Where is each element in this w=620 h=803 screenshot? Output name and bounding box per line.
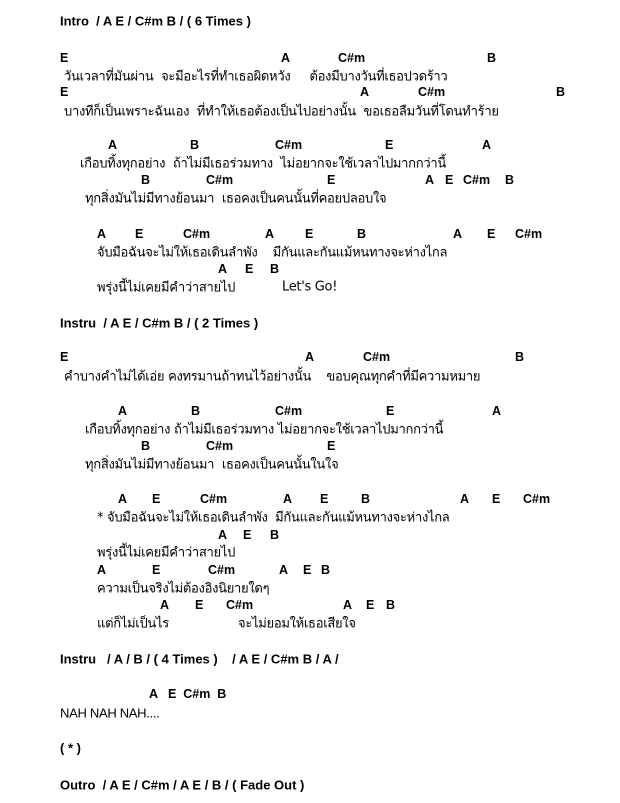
chord: E bbox=[152, 563, 161, 577]
lyric-line: วันเวลาที่มันผ่าน จะมีอะไรที่ทำเธอผิดหวัง ต้องมีบางวันที่เธอปวดร้าว bbox=[64, 69, 448, 85]
chord: A bbox=[492, 404, 502, 418]
chord: E bbox=[327, 173, 336, 187]
chord: B bbox=[386, 598, 396, 612]
chord: C#m bbox=[463, 173, 491, 187]
lyric-line: คำบางคำไม่ได้เอ่ย คงทรมานถ้าทนไว้อย่างนั้น ขอบคุณทุกคำที่มีความหมาย bbox=[64, 369, 481, 385]
lyric-line: Let's Go! bbox=[282, 279, 338, 295]
chord: A bbox=[118, 404, 128, 418]
chord: E bbox=[327, 439, 336, 453]
chord: E bbox=[305, 227, 314, 241]
lyric-line: ทุกสิ่งมันไม่มีทางย้อนมา เธอคงเป็นคนนั้นที่คอยปลอบใจ bbox=[85, 191, 387, 207]
chord: A bbox=[453, 227, 463, 241]
chord: C#m bbox=[183, 227, 211, 241]
chord: E bbox=[243, 528, 252, 542]
chord: E bbox=[60, 51, 69, 65]
chord: B bbox=[141, 439, 151, 453]
chord: E bbox=[386, 404, 395, 418]
lyric-line: บางทีก็เป็นเพราะฉันเอง ที่ทำให้เธอต้องเป็นไปอย่างนั้น ขอเธอลืมวันที่โดนทำร้าย bbox=[64, 104, 499, 120]
lyric-line: ความเป็นจริงไม่ต้องอิงนิยายใดๆ bbox=[97, 581, 270, 597]
chord: A bbox=[160, 598, 170, 612]
chord: B bbox=[361, 492, 371, 506]
chord: C#m bbox=[206, 173, 234, 187]
chord: E bbox=[492, 492, 501, 506]
chord: A bbox=[118, 492, 128, 506]
chord: A bbox=[279, 563, 289, 577]
chord: C#m bbox=[275, 404, 303, 418]
chord: C#m bbox=[226, 598, 254, 612]
chord: B bbox=[191, 404, 201, 418]
chord: C#m bbox=[208, 563, 236, 577]
chord: C#m bbox=[206, 439, 234, 453]
chord: B bbox=[556, 85, 566, 99]
lyric-line: * จับมือฉันจะไม่ให้เธอเดินลำพัง มีกันและกันแม้หนทางจะห่างไกล bbox=[97, 510, 450, 526]
chord: B bbox=[270, 528, 280, 542]
chord: A bbox=[360, 85, 370, 99]
chord: A bbox=[265, 227, 275, 241]
repeat-marker: ( * ) bbox=[60, 740, 81, 756]
chord: A bbox=[281, 51, 291, 65]
chord: A bbox=[218, 528, 228, 542]
chord: C#m bbox=[418, 85, 446, 99]
instru-heading: Instru / A / B / ( 4 Times ) / A E / C#m B / A / bbox=[60, 651, 339, 667]
chord: C#m bbox=[200, 492, 228, 506]
chord: C#m bbox=[523, 492, 551, 506]
chord: E bbox=[60, 85, 69, 99]
chord: A bbox=[425, 173, 435, 187]
chord: E bbox=[152, 492, 161, 506]
chord: B bbox=[321, 563, 331, 577]
chord: C#m bbox=[275, 138, 303, 152]
lyric-line: พรุ่งนี้ไม่เคยมีคำว่าสายไป bbox=[97, 280, 236, 296]
chord: E bbox=[60, 350, 69, 364]
chord: C#m bbox=[338, 51, 366, 65]
lyric-line: จับมือฉันจะไม่ให้เธอเดินลำพัง มีกันและกันแม้หนทางจะห่างไกล bbox=[97, 245, 448, 261]
chord: B bbox=[190, 138, 200, 152]
chord: A bbox=[218, 262, 228, 276]
chord: B bbox=[505, 173, 515, 187]
chord: B bbox=[487, 51, 497, 65]
lyric-line: พรุ่งนี้ไม่เคยมีคำว่าสายไป bbox=[97, 545, 236, 561]
chord: A bbox=[97, 563, 107, 577]
lyric-line: เกือบทิ้งทุกอย่าง ถ้าไม่มีเธอร่วมทาง ไม่อยากจะใช้เวลาไปมากกว่านี้ bbox=[80, 156, 446, 172]
intro-heading: Intro / A E / C#m B / ( 6 Times ) bbox=[60, 13, 251, 29]
outro-heading: Outro / A E / C#m / A E / B / ( Fade Out ) bbox=[60, 777, 305, 793]
chord: E bbox=[135, 227, 144, 241]
chord: A bbox=[97, 227, 107, 241]
chord: E bbox=[245, 262, 254, 276]
chord: C#m bbox=[363, 350, 391, 364]
lyric-line: แต่ก็ไม่เป็นไร bbox=[97, 616, 169, 632]
chord: E bbox=[366, 598, 375, 612]
lyric-line: ทุกสิ่งมันไม่มีทางย้อนมา เธอคงเป็นคนนั้นในใจ bbox=[85, 457, 339, 473]
chord: E bbox=[445, 173, 454, 187]
chord: B bbox=[357, 227, 367, 241]
chord: A bbox=[343, 598, 353, 612]
chord: A bbox=[460, 492, 470, 506]
instru-heading: Instru / A E / C#m B / ( 2 Times ) bbox=[60, 315, 259, 331]
chord: E bbox=[487, 227, 496, 241]
lyric-line: จะไม่ยอมให้เธอเสียใจ bbox=[238, 616, 356, 632]
chord-row: A E C#m B bbox=[149, 687, 227, 701]
chord: A bbox=[283, 492, 293, 506]
chord: B bbox=[515, 350, 525, 364]
lyric-line: เกือบทิ้งทุกอย่าง ถ้าไม่มีเธอร่วมทาง ไม่อยากจะใช้เวลาไปมากกว่านี้ bbox=[85, 422, 444, 438]
chord: B bbox=[141, 173, 151, 187]
chord: E bbox=[195, 598, 204, 612]
chord: A bbox=[108, 138, 118, 152]
chord: A bbox=[482, 138, 492, 152]
chord: E bbox=[320, 492, 329, 506]
lyric-line: NAH NAH NAH.... bbox=[60, 705, 160, 721]
chord: E bbox=[385, 138, 394, 152]
chord: B bbox=[270, 262, 280, 276]
chord: E bbox=[303, 563, 312, 577]
chord: C#m bbox=[515, 227, 543, 241]
chord: A bbox=[305, 350, 315, 364]
